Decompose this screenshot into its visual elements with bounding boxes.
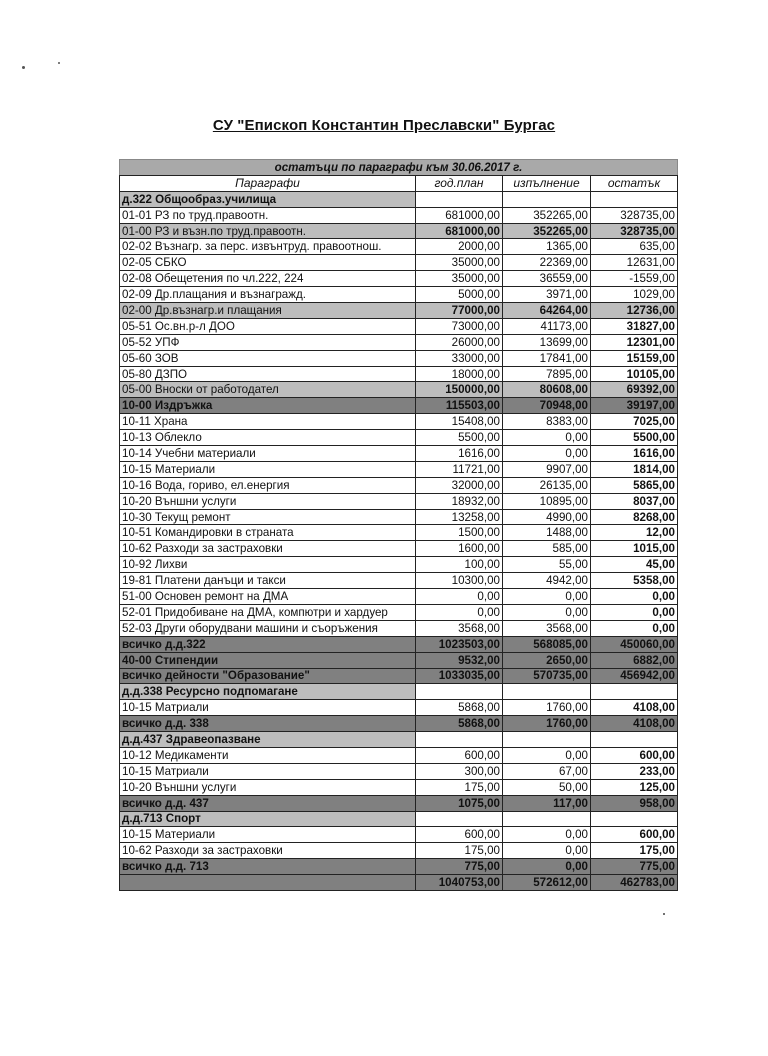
row-plan: 13258,00: [416, 509, 503, 525]
table-row: [120, 334, 678, 350]
row-label: 10-30 Текущ ремонт: [120, 509, 416, 525]
table-row: [120, 509, 678, 525]
row-plan: 1500,00: [416, 525, 503, 541]
table-row: [120, 620, 678, 636]
table-row: [120, 223, 678, 239]
row-label: 05-80 ДЗПО: [120, 366, 416, 382]
table-row: [120, 557, 678, 573]
row-plan: 1023503,00: [416, 636, 503, 652]
row-execution: 80608,00: [503, 382, 591, 398]
table-caption: остатъци по параграфи към 30.06.2017 г.: [120, 160, 678, 176]
row-plan: [416, 732, 503, 748]
row-remainder: 958,00: [591, 795, 678, 811]
row-label: 01-00 РЗ и възн.по труд.правоотн.: [120, 223, 416, 239]
row-execution: 117,00: [503, 795, 591, 811]
row-execution: 352265,00: [503, 223, 591, 239]
row-remainder: 462783,00: [591, 875, 678, 891]
row-remainder: 0,00: [591, 620, 678, 636]
table-header-row: [120, 175, 678, 191]
row-execution: 585,00: [503, 541, 591, 557]
table-row: [120, 239, 678, 255]
row-execution: 36559,00: [503, 271, 591, 287]
row-remainder: 39197,00: [591, 398, 678, 414]
row-label: 02-00 Др.възнагр.и плащания: [120, 303, 416, 319]
table-row: [120, 493, 678, 509]
row-remainder: 1814,00: [591, 461, 678, 477]
row-plan: 10300,00: [416, 573, 503, 589]
row-execution: 0,00: [503, 446, 591, 462]
row-remainder: 15159,00: [591, 350, 678, 366]
row-plan: 1616,00: [416, 446, 503, 462]
document-title: СУ "Епископ Константин Преславски" Бургас: [212, 117, 556, 134]
row-remainder: 69392,00: [591, 382, 678, 398]
row-label: 10-15 Материали: [120, 461, 416, 477]
row-label: 05-51 Ос.вн.р-л ДОО: [120, 318, 416, 334]
row-execution: 13699,00: [503, 334, 591, 350]
row-remainder: 0,00: [591, 604, 678, 620]
table-row: [120, 859, 678, 875]
row-execution: 17841,00: [503, 350, 591, 366]
table-row: [120, 318, 678, 334]
table-row: [120, 255, 678, 271]
row-label: 10-20 Външни услуги: [120, 493, 416, 509]
row-execution: 4942,00: [503, 573, 591, 589]
row-execution: 55,00: [503, 557, 591, 573]
row-label: 02-08 Обещетения по чл.222, 224: [120, 271, 416, 287]
row-plan: 2000,00: [416, 239, 503, 255]
row-execution: 0,00: [503, 843, 591, 859]
row-remainder: 10105,00: [591, 366, 678, 382]
row-remainder: 7025,00: [591, 414, 678, 430]
row-label: 52-01 Придобиване на ДМА, компютри и хардуер: [120, 604, 416, 620]
row-plan: 5868,00: [416, 716, 503, 732]
row-plan: 32000,00: [416, 477, 503, 493]
table-caption-row: [120, 160, 678, 176]
row-execution: 1760,00: [503, 716, 591, 732]
row-label: 10-51 Командировки в страната: [120, 525, 416, 541]
table-row: [120, 287, 678, 303]
row-remainder: 125,00: [591, 779, 678, 795]
row-label: 10-92 Лихви: [120, 557, 416, 573]
table-row: [120, 541, 678, 557]
row-remainder: 600,00: [591, 827, 678, 843]
row-remainder: 328735,00: [591, 207, 678, 223]
row-plan: 35000,00: [416, 255, 503, 271]
table-row: [120, 477, 678, 493]
row-execution: 3971,00: [503, 287, 591, 303]
row-remainder: 0,00: [591, 589, 678, 605]
row-label: 10-15 Материали: [120, 827, 416, 843]
row-plan: 681000,00: [416, 207, 503, 223]
row-plan: 100,00: [416, 557, 503, 573]
row-remainder: 45,00: [591, 557, 678, 573]
row-remainder: 328735,00: [591, 223, 678, 239]
row-label: д.д.437 Здравеопазване: [120, 732, 416, 748]
table-row: [120, 843, 678, 859]
row-label: д.322 Общообраз.училища: [120, 191, 416, 207]
table-row: [120, 461, 678, 477]
row-label: 10-12 Медикаменти: [120, 747, 416, 763]
header-remainder: остатък: [591, 175, 678, 191]
row-label: 10-11 Храна: [120, 414, 416, 430]
row-remainder: [591, 811, 678, 827]
table-row: [120, 668, 678, 684]
row-execution: 64264,00: [503, 303, 591, 319]
row-execution: [503, 732, 591, 748]
row-plan: 175,00: [416, 779, 503, 795]
row-remainder: 8037,00: [591, 493, 678, 509]
row-label: всичко д.д.322: [120, 636, 416, 652]
row-execution: 0,00: [503, 589, 591, 605]
row-plan: 9532,00: [416, 652, 503, 668]
row-plan: 18932,00: [416, 493, 503, 509]
row-label: 10-00 Издръжка: [120, 398, 416, 414]
row-remainder: 12631,00: [591, 255, 678, 271]
row-remainder: 775,00: [591, 859, 678, 875]
table-row: [120, 732, 678, 748]
table-row: [120, 716, 678, 732]
row-label: 52-03 Други оборудвани машини и съоръжения: [120, 620, 416, 636]
row-remainder: 450060,00: [591, 636, 678, 652]
table-row: [120, 700, 678, 716]
row-execution: 1365,00: [503, 239, 591, 255]
row-execution: 3568,00: [503, 620, 591, 636]
row-execution: 0,00: [503, 430, 591, 446]
row-label: 05-52 УПФ: [120, 334, 416, 350]
table-row: [120, 763, 678, 779]
row-plan: 0,00: [416, 604, 503, 620]
table-row: [120, 350, 678, 366]
row-label: 10-15 Матриали: [120, 700, 416, 716]
row-plan: 681000,00: [416, 223, 503, 239]
row-remainder: 6882,00: [591, 652, 678, 668]
table-row: [120, 779, 678, 795]
row-plan: 0,00: [416, 589, 503, 605]
row-execution: 26135,00: [503, 477, 591, 493]
row-label: [120, 875, 416, 891]
row-plan: 77000,00: [416, 303, 503, 319]
row-execution: 4990,00: [503, 509, 591, 525]
row-label: 10-62 Разходи за застраховки: [120, 541, 416, 557]
row-remainder: 5500,00: [591, 430, 678, 446]
row-label: 05-00 Вноски от работодател: [120, 382, 416, 398]
row-execution: 0,00: [503, 604, 591, 620]
table-row: [120, 525, 678, 541]
scan-speck: [663, 913, 665, 915]
row-label: 10-20 Външни услуги: [120, 779, 416, 795]
row-execution: 22369,00: [503, 255, 591, 271]
row-execution: 10895,00: [503, 493, 591, 509]
row-plan: [416, 684, 503, 700]
row-label: 02-02 Възнагр. за перс. извънтруд. правоотнош.: [120, 239, 416, 255]
table-row: [120, 191, 678, 207]
table-row: [120, 414, 678, 430]
row-label: всичко д.д. 338: [120, 716, 416, 732]
table-row: [120, 430, 678, 446]
row-plan: 15408,00: [416, 414, 503, 430]
row-remainder: 5865,00: [591, 477, 678, 493]
row-label: д.д.713 Спорт: [120, 811, 416, 827]
row-plan: 33000,00: [416, 350, 503, 366]
row-remainder: 1616,00: [591, 446, 678, 462]
row-execution: 50,00: [503, 779, 591, 795]
row-label: 51-00 Основен ремонт на ДМА: [120, 589, 416, 605]
row-plan: 600,00: [416, 827, 503, 843]
table-row: [120, 382, 678, 398]
row-plan: 300,00: [416, 763, 503, 779]
row-remainder: 456942,00: [591, 668, 678, 684]
row-execution: 7895,00: [503, 366, 591, 382]
row-plan: 18000,00: [416, 366, 503, 382]
row-remainder: 1015,00: [591, 541, 678, 557]
row-label: 02-09 Др.плащания и възнагражд.: [120, 287, 416, 303]
row-execution: [503, 684, 591, 700]
table-row: [120, 366, 678, 382]
row-remainder: 5358,00: [591, 573, 678, 589]
row-remainder: 8268,00: [591, 509, 678, 525]
table-row: [120, 636, 678, 652]
row-remainder: [591, 191, 678, 207]
row-remainder: 4108,00: [591, 716, 678, 732]
row-label: д.д.338 Ресурсно подпомагане: [120, 684, 416, 700]
table-row: [120, 811, 678, 827]
row-plan: 1040753,00: [416, 875, 503, 891]
row-remainder: 12736,00: [591, 303, 678, 319]
row-plan: 5868,00: [416, 700, 503, 716]
row-execution: [503, 191, 591, 207]
row-remainder: 4108,00: [591, 700, 678, 716]
row-plan: 1075,00: [416, 795, 503, 811]
row-remainder: 12,00: [591, 525, 678, 541]
row-plan: 73000,00: [416, 318, 503, 334]
table-row: [120, 795, 678, 811]
row-execution: 568085,00: [503, 636, 591, 652]
row-plan: 775,00: [416, 859, 503, 875]
row-label: 10-15 Матриали: [120, 763, 416, 779]
row-execution: 0,00: [503, 747, 591, 763]
table-row: [120, 684, 678, 700]
row-execution: 70948,00: [503, 398, 591, 414]
row-remainder: 600,00: [591, 747, 678, 763]
row-plan: 600,00: [416, 747, 503, 763]
row-execution: 1760,00: [503, 700, 591, 716]
row-plan: 1033035,00: [416, 668, 503, 684]
row-remainder: 31827,00: [591, 318, 678, 334]
table-row: [120, 271, 678, 287]
table-row: [120, 827, 678, 843]
row-remainder: 635,00: [591, 239, 678, 255]
row-label: 10-13 Облекло: [120, 430, 416, 446]
row-plan: 150000,00: [416, 382, 503, 398]
row-label: 02-05 СБКО: [120, 255, 416, 271]
table-row: [120, 747, 678, 763]
row-plan: 175,00: [416, 843, 503, 859]
row-label: всичко дейности "Образование": [120, 668, 416, 684]
row-label: 10-62 Разходи за застраховки: [120, 843, 416, 859]
row-plan: 35000,00: [416, 271, 503, 287]
scan-speck: [58, 62, 60, 64]
row-remainder: -1559,00: [591, 271, 678, 287]
row-label: всичко д.д. 437: [120, 795, 416, 811]
row-execution: 570735,00: [503, 668, 591, 684]
table-row: [120, 207, 678, 223]
row-execution: 0,00: [503, 859, 591, 875]
row-execution: 41173,00: [503, 318, 591, 334]
row-label: 05-60 ЗОВ: [120, 350, 416, 366]
row-execution: 0,00: [503, 827, 591, 843]
row-label: 19-81 Платени данъци и такси: [120, 573, 416, 589]
header-execution: изпълнение: [503, 175, 591, 191]
scan-speck: [22, 66, 25, 69]
row-execution: 572612,00: [503, 875, 591, 891]
table-body: [120, 191, 678, 890]
row-remainder: [591, 684, 678, 700]
row-remainder: 1029,00: [591, 287, 678, 303]
header-paragraphs: Параграфи: [120, 175, 416, 191]
table-row: [120, 652, 678, 668]
table-row: [120, 303, 678, 319]
row-remainder: 12301,00: [591, 334, 678, 350]
row-execution: 352265,00: [503, 207, 591, 223]
row-label: всичко д.д. 713: [120, 859, 416, 875]
row-remainder: 233,00: [591, 763, 678, 779]
row-plan: 1600,00: [416, 541, 503, 557]
row-execution: 9907,00: [503, 461, 591, 477]
row-remainder: [591, 732, 678, 748]
budget-table: [119, 159, 678, 891]
row-label: 10-16 Вода, гориво, ел.енергия: [120, 477, 416, 493]
row-label: 10-14 Учебни материали: [120, 446, 416, 462]
table-row: [120, 604, 678, 620]
row-plan: 5000,00: [416, 287, 503, 303]
row-remainder: 175,00: [591, 843, 678, 859]
row-plan: [416, 811, 503, 827]
row-execution: 2650,00: [503, 652, 591, 668]
table-row: [120, 398, 678, 414]
table-row: [120, 446, 678, 462]
row-execution: 8383,00: [503, 414, 591, 430]
table-row: [120, 589, 678, 605]
row-plan: 3568,00: [416, 620, 503, 636]
row-plan: 11721,00: [416, 461, 503, 477]
row-execution: 1488,00: [503, 525, 591, 541]
row-plan: [416, 191, 503, 207]
row-plan: 5500,00: [416, 430, 503, 446]
table-row: [120, 573, 678, 589]
row-execution: [503, 811, 591, 827]
table-row: [120, 875, 678, 891]
row-plan: 26000,00: [416, 334, 503, 350]
row-plan: 115503,00: [416, 398, 503, 414]
row-label: 40-00 Стипендии: [120, 652, 416, 668]
row-execution: 67,00: [503, 763, 591, 779]
header-annual-plan: год.план: [416, 175, 503, 191]
row-label: 01-01 РЗ по труд.правоотн.: [120, 207, 416, 223]
